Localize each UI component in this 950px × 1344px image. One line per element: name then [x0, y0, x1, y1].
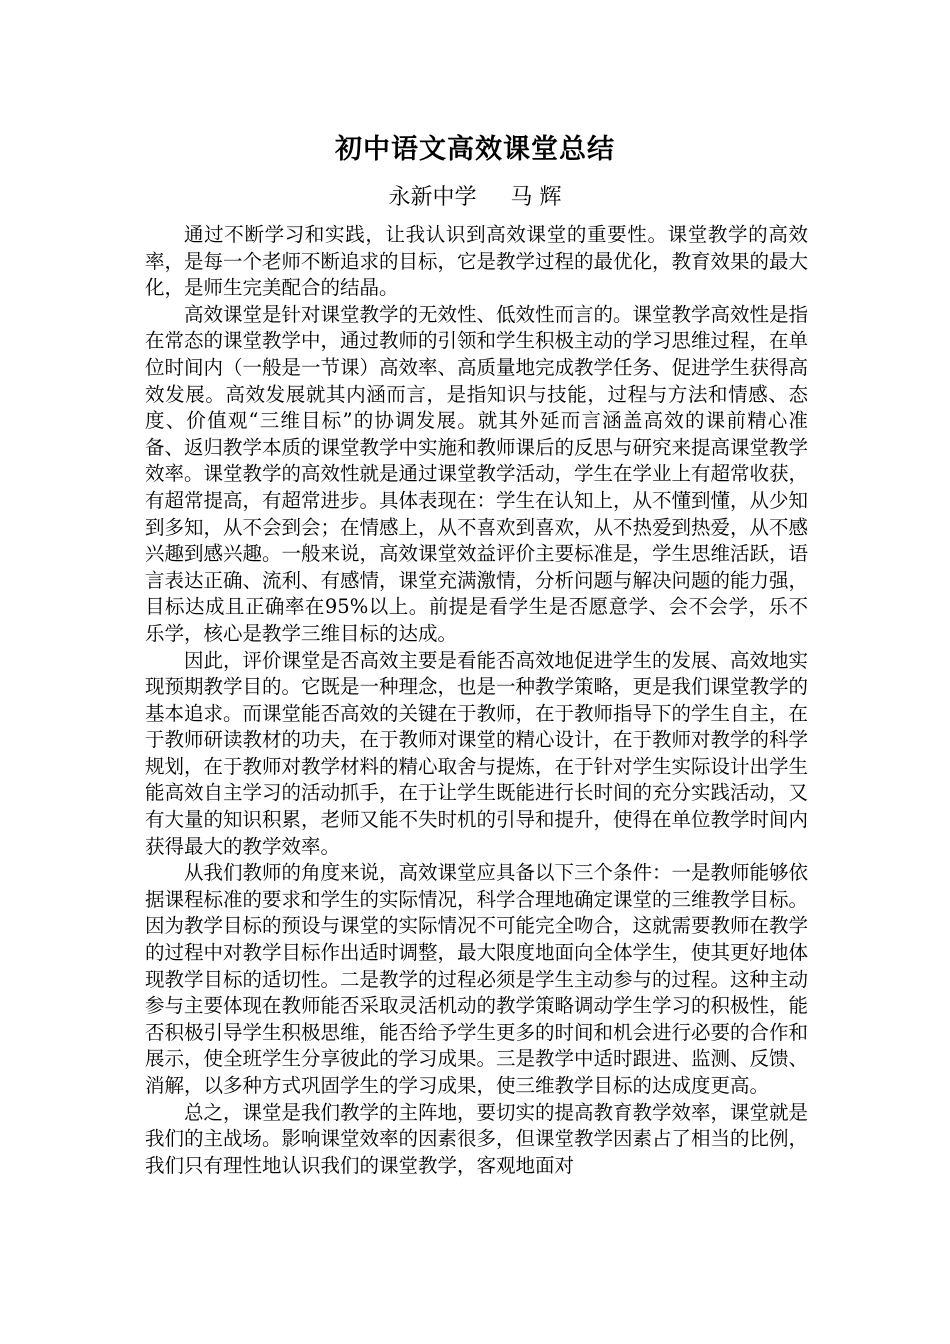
- author-school: 永新中学: [388, 185, 477, 210]
- document-body: [145, 222, 808, 1179]
- body-paragraph: 通过不断学习和实践，让我认识到高效课堂的重要性。课堂教学的高效率，是每一个老师不断追求的目标，它是教学过程的最优化，教育效果的最大化，是师生完美配合的结晶。: [145, 223, 809, 300]
- author-name: 马 辉: [510, 185, 562, 210]
- body-paragraph: 因此，评价课堂是否高效主要是看能否高效地促进学生的发展、高效地实现预期教学目的。它既是一种理念，也是一种教学策略，更是我们课堂教学的基本追求。而课堂能否高效的关键在于教师，在于教师指导下的学生自主，在于教师研读教材的功夫，在于教师对课堂的精心设计，在于教师对教学的科学规划，在于教师对教学材料的精心取舍与提炼，在于针对学生实际设计出学生能高效自主学习的活动抓手，在于让学生既能进行长时间的充分实践活动，又有大量的知识积累，老师又能不失时机的引导和提升，使得在单位教学时间内获得最大的教学效率。: [145, 648, 809, 858]
- author-byline: [0, 182, 950, 214]
- document-title: 初中语文高效课堂总结: [335, 134, 615, 165]
- body-paragraph: 从我们教师的角度来说，高效课堂应具备以下三个条件：一是教师能够依据课程标准的要求和学生的实际情况，科学合理地确定课堂的三维教学目标。因为教学目标的预设与课堂的实际情况不可能完全吻合，这就需要教师在教学的过程中对教学目标作出适时调整，最大限度地面向全体学生，使其更好地体现教学目标的适切性。二是教学的过程必须是学生主动参与的过程。这种主动参与主要体现在教师能否采取灵活机动的教学策略调动学生学习的积极性，能否积极引导学生积极思维，能否给予学生更多的时间和机会进行必要的合作和展示，使全班学生分享彼此的学习成果。三是教学中适时跟进、监测、反馈、消解，以多种方式巩固学生的学习成果，使三维教学目标的达成度更高。: [145, 861, 809, 1097]
- body-paragraph: 总之，课堂是我们教学的主阵地，要切实的提高教育教学效率，课堂就是我们的主战场。影响课堂效率的因素很多，但课堂教学因素占了相当的比例，我们只有理性地认识我们的课堂教学，客观地面对: [145, 1100, 809, 1177]
- body-paragraph: 高效课堂是针对课堂教学的无效性、低效性而言的。课堂教学高效性是指在常态的课堂教学中，通过教师的引领和学生积极主动的学习思维过程，在单位时间内（一般是一节课）高效率、高质量地完成教学任务、促进学生获得高效发展。高效发展就其内涵而言，是指知识与技能，过程与方法和情感、态度、价值观“三维目标”的协调发展。就其外延而言涵盖高效的课前精心准备、返归教学本质的课堂教学中实施和教师课后的反思与研究来提高课堂教学效率。课堂教学的高效性就是通过课堂教学活动，学生在学业上有超常收获，有超常提高，有超常进步。具体表现在：学生在认知上，从不懂到懂，从少知到多知，从不会到会；在情感上，从不喜欢到喜欢，从不热爱到热爱，从不感兴趣到感兴趣。一般来说，高效课堂效益评价主要标准是，学生思维活跃，语言表达正确、流利、有感情，课堂充满激情，分析问题与解决问题的能力强，目标达成且正确率在95%以上。前提是看学生是否愿意学、会不会学，乐不乐学，核心是教学三维目标的达成。: [145, 302, 809, 645]
